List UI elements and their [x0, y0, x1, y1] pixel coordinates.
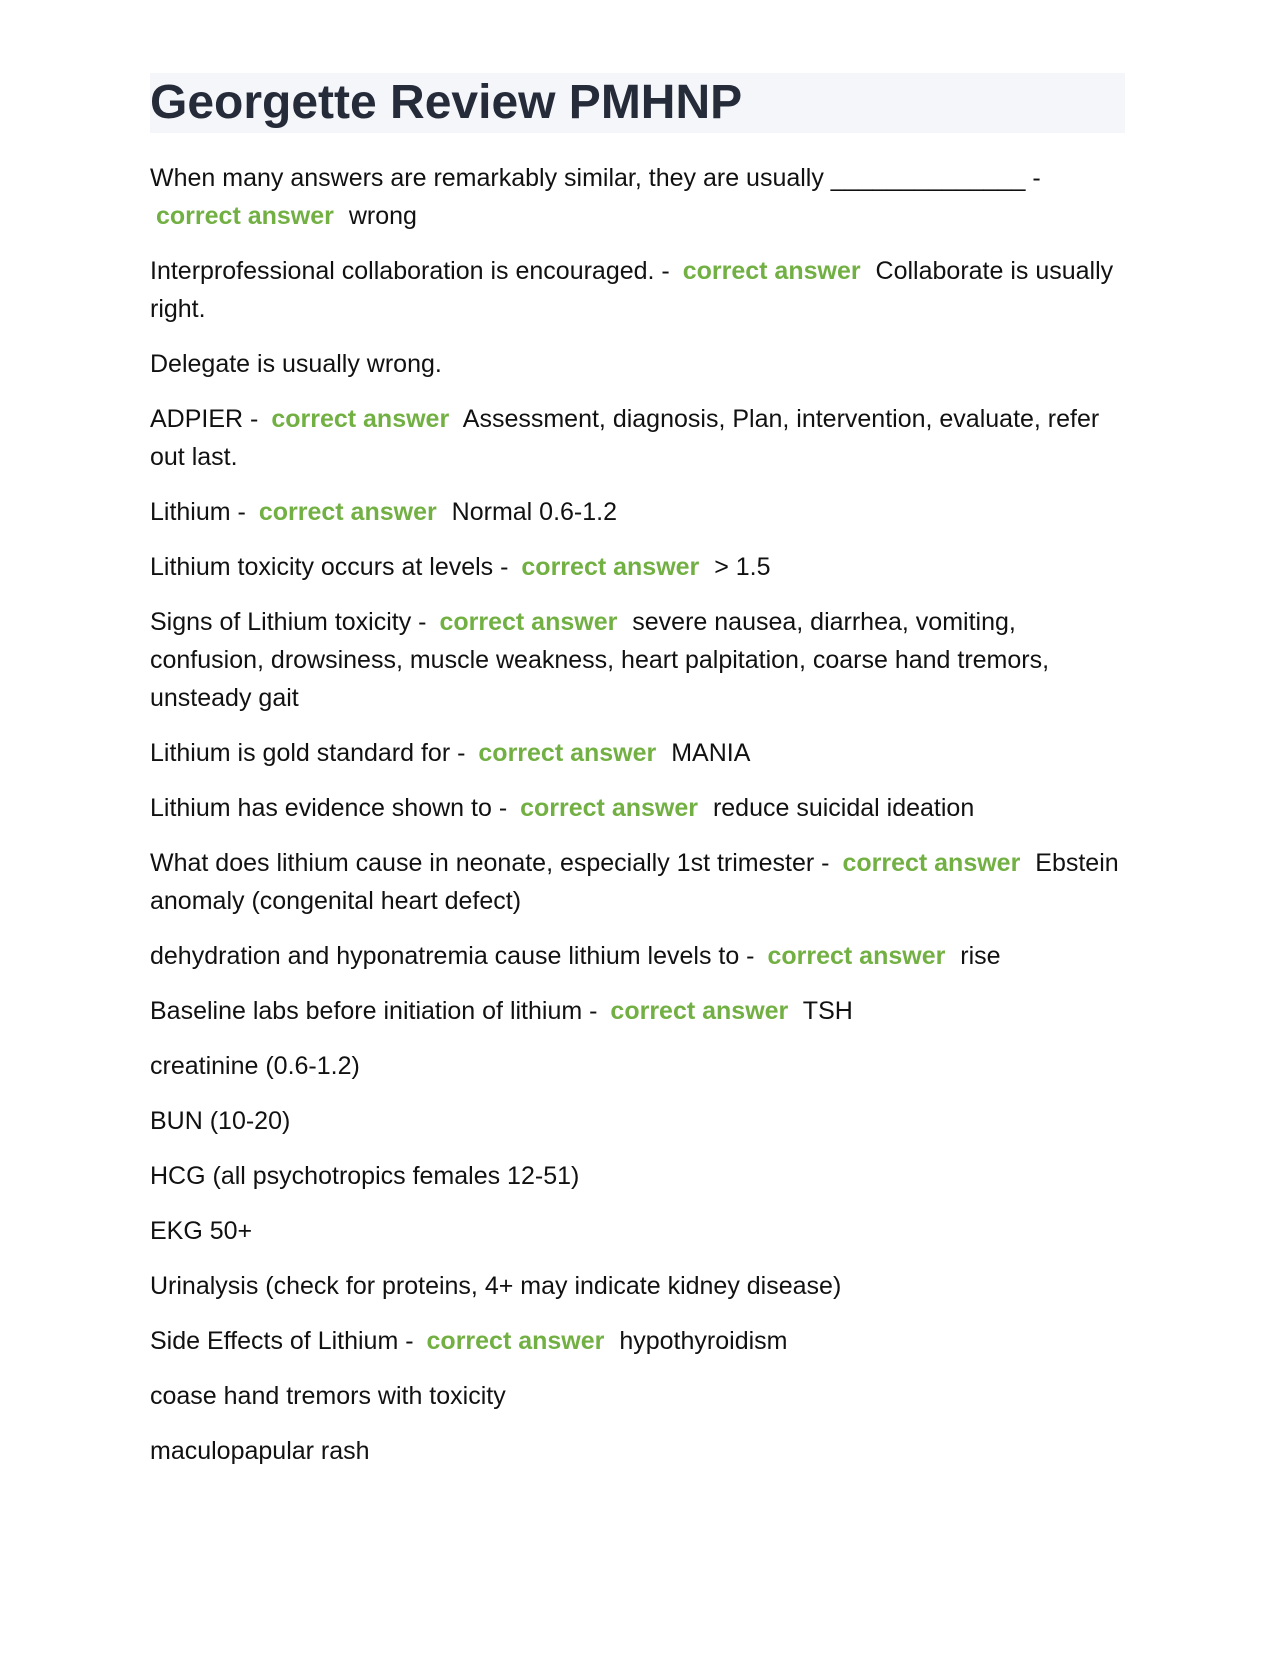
correct-answer-label: correct answer — [439, 608, 618, 636]
entry-paragraph — [150, 1322, 1125, 1360]
entry-question: Interprofessional collaboration is encouraged. - — [150, 257, 670, 285]
entry-paragraph — [150, 1047, 1125, 1085]
correct-answer-label: correct answer — [521, 553, 700, 581]
correct-answer-label: correct answer — [767, 942, 946, 970]
entry-question: Lithium is gold standard for - — [150, 739, 466, 767]
entry-text: Delegate is usually wrong. — [150, 350, 442, 378]
entry-paragraph — [150, 1212, 1125, 1250]
entry-paragraph — [150, 1267, 1125, 1305]
entry-question: Lithium - — [150, 498, 246, 526]
entry-paragraph — [150, 252, 1125, 328]
entry-answer: Assessment, diagnosis, Plan, intervention, evaluate, refer out last. — [150, 405, 1100, 471]
entry-answer: > 1.5 — [714, 553, 771, 581]
entry-question: Baseline labs before initiation of lithium - — [150, 997, 598, 1025]
entry-answer: rise — [960, 942, 1001, 970]
correct-answer-label: correct answer — [156, 202, 334, 230]
entry-text: coase hand tremors with toxicity — [150, 1382, 506, 1410]
entry-answer: wrong — [348, 202, 417, 230]
entry-paragraph — [150, 1432, 1125, 1470]
correct-answer-label: correct answer — [610, 997, 789, 1025]
entry-question: What does lithium cause in neonate, especially 1st trimester - — [150, 849, 830, 877]
correct-answer-label: correct answer — [258, 498, 437, 526]
entry-paragraph — [150, 345, 1125, 383]
correct-answer-label: correct answer — [520, 794, 698, 822]
entry-answer: severe nausea, diarrhea, vomiting, confusion, drowsiness, muscle weakness, heart palpitation, coarse hand tremors, unsteady gait — [150, 608, 1050, 712]
entry-text: creatinine (0.6-1.2) — [150, 1052, 360, 1080]
entry-question: Lithium has evidence shown to - — [150, 794, 508, 822]
entry-answer: Collaborate is usually right. — [150, 257, 1114, 323]
entry-answer: reduce suicidal ideation — [712, 794, 975, 822]
document-title: Georgette Review PMHNP — [150, 76, 743, 129]
entry-answer: TSH — [802, 997, 853, 1025]
entry-paragraph — [150, 493, 1125, 531]
entry-paragraph — [150, 1377, 1125, 1415]
entry-text: EKG 50+ — [150, 1217, 253, 1245]
entry-question: ADPIER - — [150, 405, 259, 433]
document-page — [150, 73, 1125, 1487]
entry-paragraph — [150, 734, 1125, 772]
entry-text: HCG (all psychotropics females 12-51) — [150, 1162, 580, 1190]
entry-paragraph — [150, 159, 1125, 235]
correct-answer-label: correct answer — [478, 739, 657, 767]
entry-answer: MANIA — [671, 739, 751, 767]
entry-question: Signs of Lithium toxicity - — [150, 608, 427, 636]
entry-paragraph — [150, 548, 1125, 586]
entry-text: BUN (10-20) — [150, 1107, 291, 1135]
title-bar — [150, 73, 1125, 133]
entry-paragraph — [150, 1157, 1125, 1195]
correct-answer-label: correct answer — [271, 405, 450, 433]
entry-text: maculopapular rash — [150, 1437, 370, 1465]
correct-answer-label: correct answer — [682, 257, 861, 285]
entry-paragraph — [150, 844, 1125, 920]
entry-answer: Normal 0.6-1.2 — [451, 498, 618, 526]
entry-question: Lithium toxicity occurs at levels - — [150, 553, 509, 581]
entry-answer: Ebstein anomaly (congenital heart defect) — [150, 849, 1119, 915]
correct-answer-label: correct answer — [842, 849, 1021, 877]
entry-paragraph — [150, 603, 1125, 717]
entry-text: Urinalysis (check for proteins, 4+ may indicate kidney disease) — [150, 1272, 842, 1300]
entries-list — [150, 159, 1125, 1470]
entry-answer: hypothyroidism — [619, 1327, 788, 1355]
entry-question: When many answers are remarkably similar, they are usually ______________ - — [150, 164, 1041, 192]
entry-question: Side Effects of Lithium - — [150, 1327, 414, 1355]
entry-paragraph — [150, 789, 1125, 827]
entry-question: dehydration and hyponatremia cause lithium levels to - — [150, 942, 755, 970]
correct-answer-label: correct answer — [426, 1327, 605, 1355]
entry-paragraph — [150, 992, 1125, 1030]
entry-paragraph — [150, 400, 1125, 476]
entry-paragraph — [150, 937, 1125, 975]
entry-paragraph — [150, 1102, 1125, 1140]
